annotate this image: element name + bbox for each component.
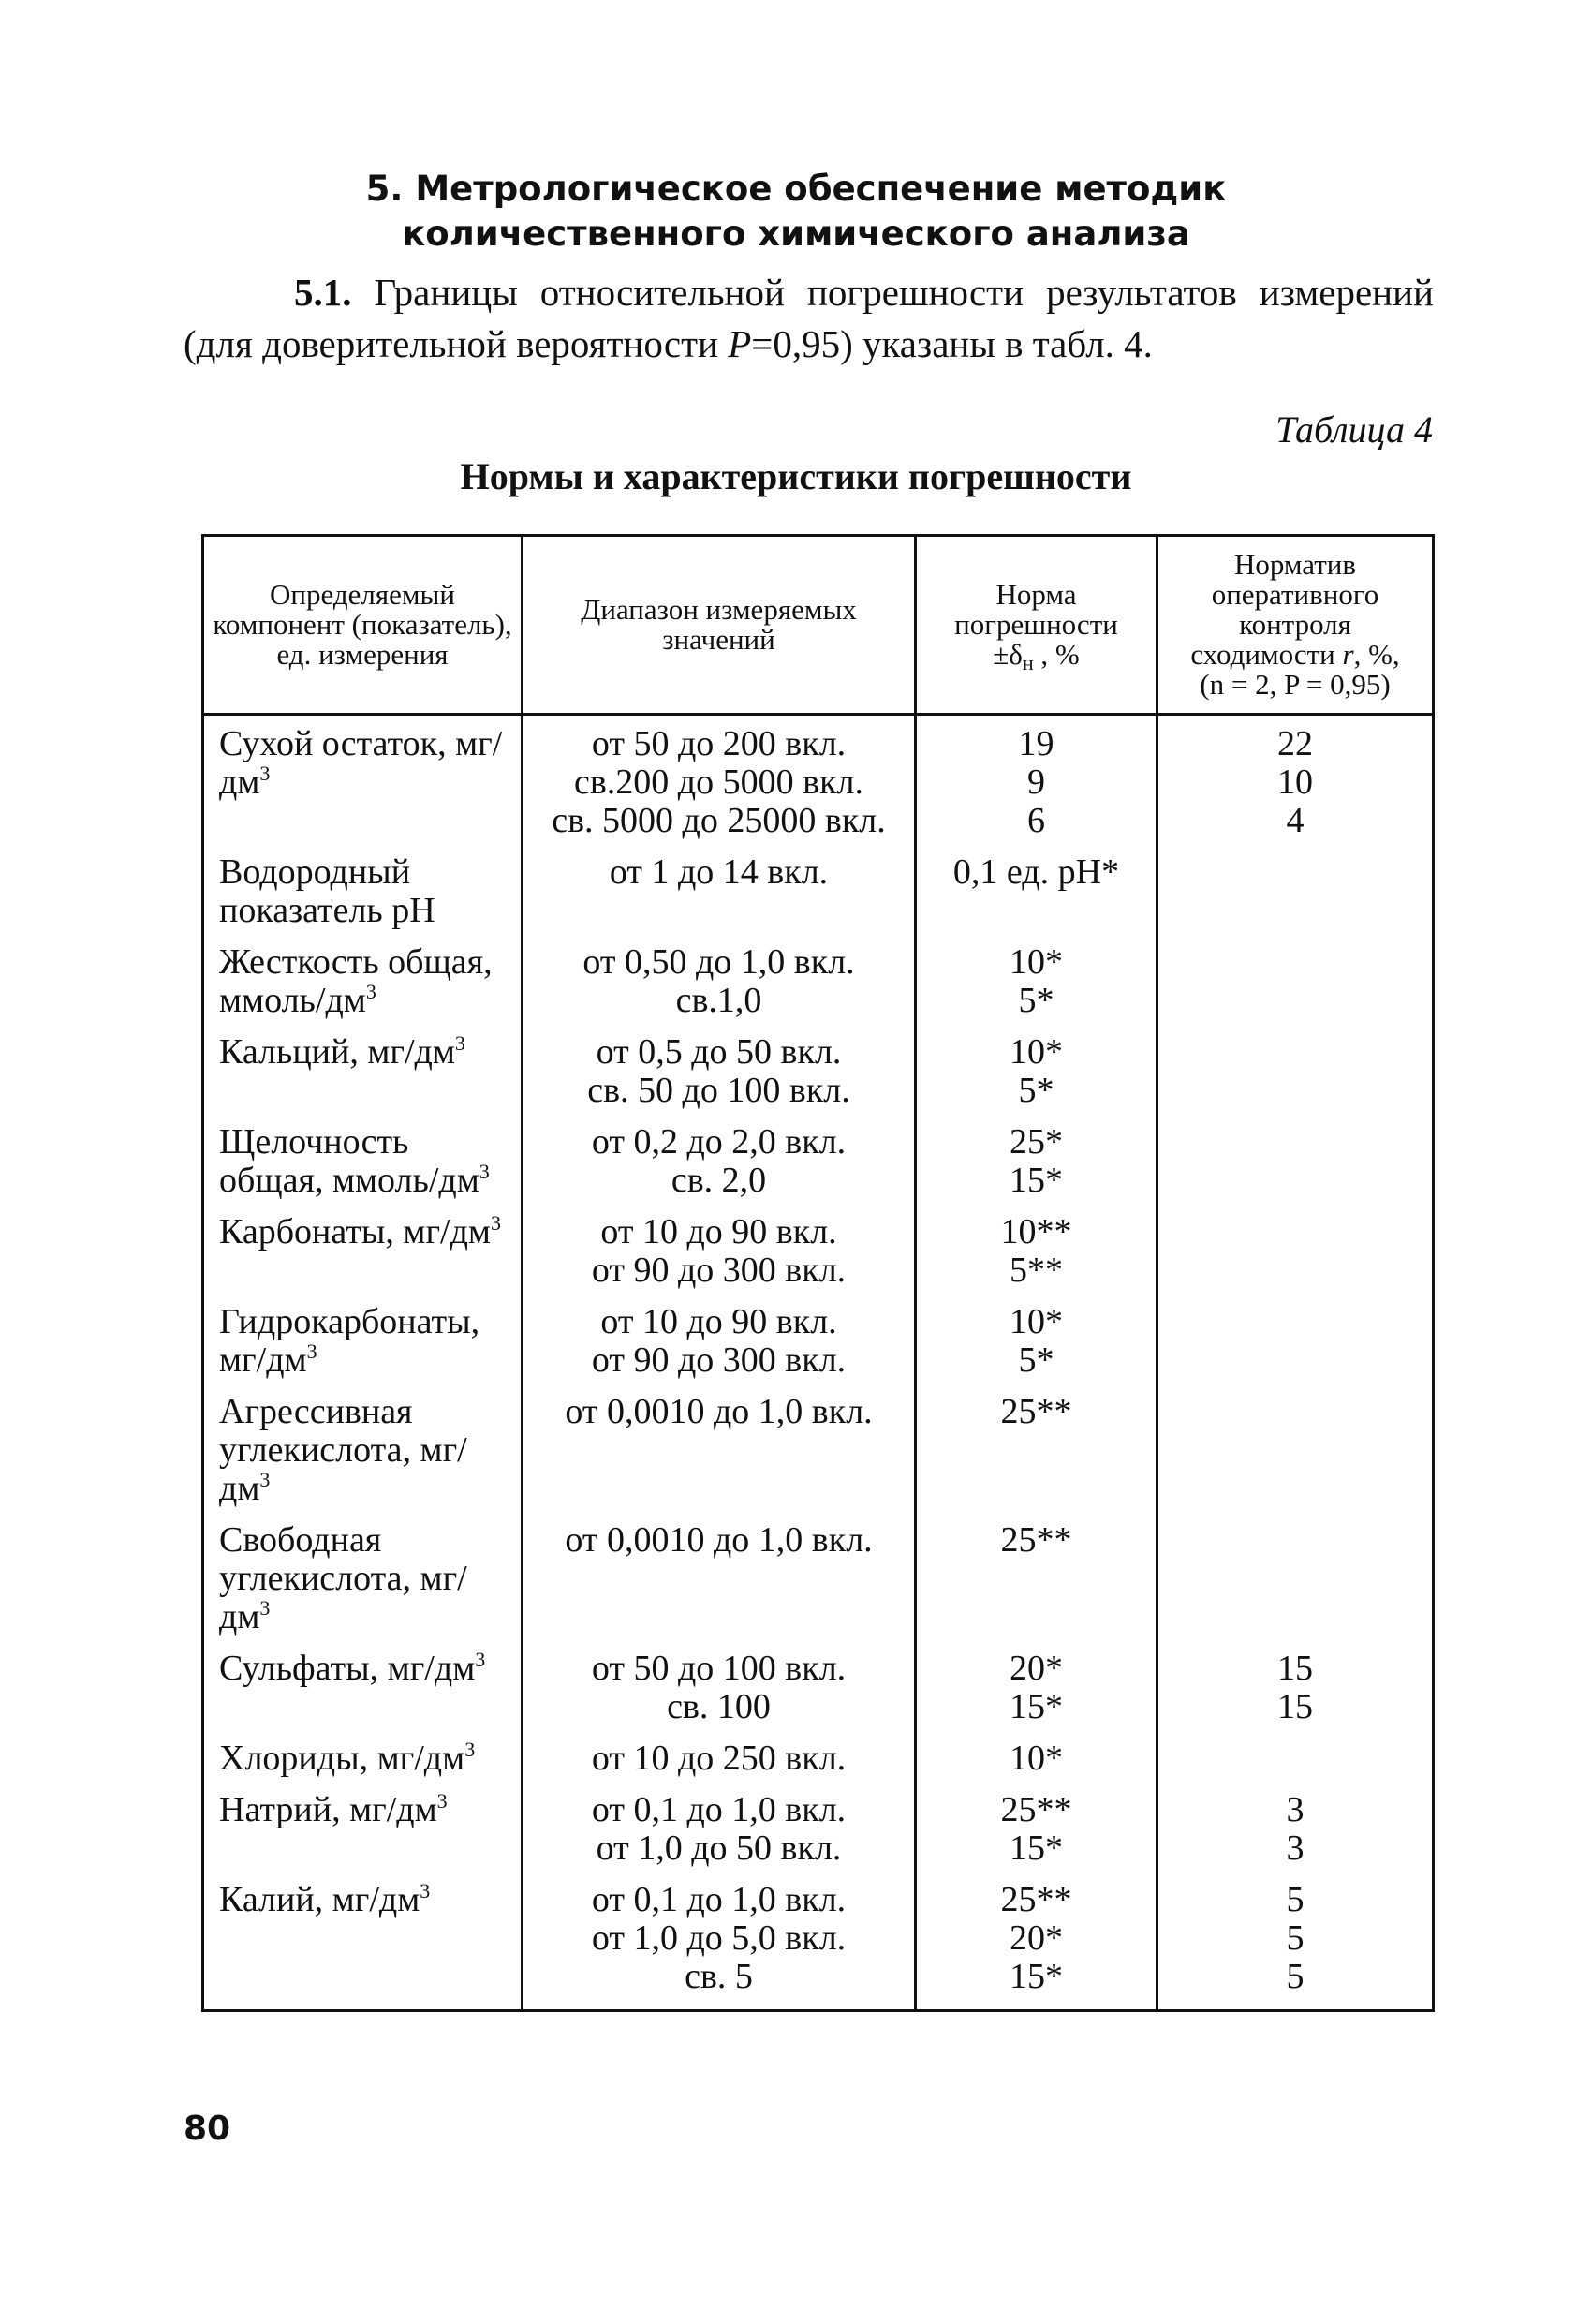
cell-norm bbox=[916, 1739, 1157, 1791]
paragraph-number: 5.1. bbox=[294, 271, 352, 314]
cell-control bbox=[1157, 943, 1434, 1033]
component-text: Щелочность общая, ммоль/дм bbox=[219, 1122, 479, 1200]
unit-superscript: 3 bbox=[454, 1031, 465, 1055]
cell-norm bbox=[916, 1791, 1157, 1881]
unit-superscript: 3 bbox=[365, 980, 376, 1003]
cell-norm bbox=[916, 1123, 1157, 1213]
cell-range bbox=[523, 1123, 916, 1213]
cell-control bbox=[1157, 1393, 1434, 1521]
cell-norm-text: 10** 5** bbox=[1000, 1212, 1072, 1290]
table-row bbox=[203, 1791, 1434, 1881]
cell-range-text: от 0,5 до 50 вкл. св. 50 до 100 вкл. bbox=[587, 1032, 850, 1110]
cell-component bbox=[203, 1303, 523, 1393]
cell-range-text: от 0,0010 до 1,0 вкл. bbox=[565, 1520, 873, 1560]
unit-superscript: 3 bbox=[464, 1738, 476, 1761]
cell-range bbox=[523, 853, 916, 943]
cell-norm-text: 10* 5* bbox=[1010, 1032, 1063, 1110]
cell-norm-text: 10* 5* bbox=[1010, 942, 1063, 1020]
unit-superscript: 3 bbox=[259, 1596, 271, 1620]
section-heading-line-2: количественного химического анализа bbox=[402, 214, 1190, 254]
header-control-tail: , %, bbox=[1353, 638, 1400, 671]
header-range: Диапазон измеряемых значений bbox=[523, 536, 916, 715]
header-norm-subscript: н bbox=[1022, 651, 1034, 674]
table-row bbox=[203, 1303, 1434, 1393]
unit-superscript: 3 bbox=[259, 1468, 271, 1491]
cell-range-text: от 0,2 до 2,0 вкл. св. 2,0 bbox=[591, 1122, 847, 1200]
cell-component bbox=[203, 943, 523, 1033]
cell-range-text: от 1 до 14 вкл. bbox=[609, 852, 829, 892]
cell-norm bbox=[916, 853, 1157, 943]
table-row bbox=[203, 1739, 1434, 1791]
section-heading-line-1: 5. Метрологическое обеспечение методик bbox=[365, 169, 1227, 209]
cell-norm-text: 20* 15* bbox=[1010, 1649, 1063, 1726]
cell-range-text: от 50 до 100 вкл. св. 100 bbox=[591, 1649, 847, 1726]
cell-norm bbox=[916, 1393, 1157, 1521]
cell-norm-text: 0,1 ед. pH* bbox=[952, 852, 1120, 892]
cell-range-text: от 0,0010 до 1,0 вкл. bbox=[565, 1392, 873, 1431]
paragraph-text-after: =0,95) указаны в табл. 4. bbox=[751, 322, 1153, 365]
cell-range bbox=[523, 1393, 916, 1521]
cell-control-text: 5 5 5 bbox=[1286, 1880, 1305, 1996]
table-row bbox=[203, 1881, 1434, 2011]
header-control bbox=[1157, 536, 1434, 715]
cell-control bbox=[1157, 853, 1434, 943]
table-row bbox=[203, 1123, 1434, 1213]
unit-superscript: 3 bbox=[259, 762, 271, 785]
cell-range bbox=[523, 1650, 916, 1739]
cell-component bbox=[203, 1739, 523, 1791]
component-text: Свободная углекислота, мг/дм bbox=[219, 1520, 467, 1636]
cell-range bbox=[523, 1213, 916, 1303]
component-text: Калий, мг/дм bbox=[219, 1880, 420, 1919]
cell-norm-text: 25** 20* 15* bbox=[1000, 1880, 1072, 1996]
cell-control bbox=[1157, 1213, 1434, 1303]
paragraph-p-variable: P bbox=[728, 322, 752, 365]
cell-norm bbox=[916, 1033, 1157, 1123]
cell-control bbox=[1157, 1303, 1434, 1393]
component-text: Гидрокарбонаты, мг/дм bbox=[219, 1302, 480, 1380]
header-control-variable: r bbox=[1342, 638, 1354, 671]
cell-norm bbox=[916, 715, 1157, 854]
header-norm bbox=[916, 536, 1157, 715]
cell-norm-text: 19 9 6 bbox=[1018, 724, 1054, 840]
unit-superscript: 3 bbox=[479, 1160, 490, 1183]
component-text: Карбонаты, мг/дм bbox=[219, 1212, 491, 1251]
paragraph-text-before: Границы относительной погрешности результатов измерений (для доверительной вероятности bbox=[184, 271, 1434, 365]
cell-range bbox=[523, 1739, 916, 1791]
table-title: Нормы и характеристики погрешности bbox=[460, 455, 1132, 497]
component-text: Натрий, мг/дм bbox=[219, 1790, 437, 1829]
cell-component bbox=[203, 1213, 523, 1303]
component-text: Сухой остаток, мг/дм bbox=[219, 724, 503, 802]
table-row bbox=[203, 1033, 1434, 1123]
cell-norm bbox=[916, 1521, 1157, 1650]
component-text: Хлориды, мг/дм bbox=[219, 1739, 465, 1778]
cell-component bbox=[203, 1123, 523, 1213]
cell-component bbox=[203, 853, 523, 943]
component-text: Жесткость общая, ммоль/дм bbox=[219, 942, 493, 1020]
cell-control bbox=[1157, 1739, 1434, 1791]
unit-superscript: 3 bbox=[475, 1648, 486, 1671]
cell-range bbox=[523, 1303, 916, 1393]
cell-range-text: от 0,50 до 1,0 вкл. св.1,0 bbox=[582, 942, 855, 1020]
cell-control bbox=[1157, 1650, 1434, 1739]
cell-norm bbox=[916, 1881, 1157, 2011]
cell-range bbox=[523, 1521, 916, 1650]
cell-norm-text: 25** bbox=[1000, 1520, 1072, 1560]
unit-superscript: 3 bbox=[420, 1879, 431, 1902]
cell-control bbox=[1157, 1033, 1434, 1123]
component-text: Водородный показатель pH bbox=[219, 852, 435, 930]
component-text: Агрессивная углекислота, мг/дм bbox=[219, 1392, 467, 1508]
header-control-line2: (n = 2, P = 0,95) bbox=[1200, 668, 1391, 701]
header-norm-line1: Норма погрешности bbox=[954, 578, 1118, 641]
cell-control bbox=[1157, 715, 1434, 854]
cell-control-text: 22 10 4 bbox=[1277, 724, 1313, 840]
unit-superscript: 3 bbox=[490, 1211, 501, 1235]
cell-norm bbox=[916, 1213, 1157, 1303]
cell-range bbox=[523, 1033, 916, 1123]
section-heading bbox=[197, 167, 1395, 257]
cell-range-text: от 10 до 90 вкл. от 90 до 300 вкл. bbox=[591, 1212, 847, 1290]
cell-range-text: от 10 до 90 вкл. от 90 до 300 вкл. bbox=[591, 1302, 847, 1380]
cell-norm bbox=[916, 1650, 1157, 1739]
cell-norm-text: 10* bbox=[1010, 1739, 1063, 1778]
component-text: Сульфаты, мг/дм bbox=[219, 1649, 476, 1688]
cell-component bbox=[203, 1033, 523, 1123]
cell-range-text: от 10 до 250 вкл. bbox=[591, 1739, 847, 1778]
table-row bbox=[203, 853, 1434, 943]
header-component: Определяемый компонент (показатель), ед. измерения bbox=[203, 536, 523, 715]
cell-component bbox=[203, 1791, 523, 1881]
header-norm-tail: , % bbox=[1033, 638, 1080, 671]
cell-control bbox=[1157, 1123, 1434, 1213]
cell-control bbox=[1157, 1521, 1434, 1650]
table-body bbox=[203, 715, 1434, 2011]
cell-range bbox=[523, 1791, 916, 1881]
cell-component bbox=[203, 1650, 523, 1739]
cell-norm bbox=[916, 943, 1157, 1033]
header-norm-symbol: ±δ bbox=[993, 638, 1023, 671]
cell-component bbox=[203, 1521, 523, 1650]
norms-table bbox=[201, 534, 1435, 2012]
table-row bbox=[203, 1650, 1434, 1739]
table-row bbox=[203, 1213, 1434, 1303]
cell-norm-text: 25** bbox=[1000, 1392, 1072, 1431]
cell-norm-text: 25* 15* bbox=[1010, 1122, 1063, 1200]
cell-range bbox=[523, 943, 916, 1033]
cell-norm-text: 25** 15* bbox=[1000, 1790, 1072, 1868]
table-caption: Таблица 4 bbox=[1275, 408, 1433, 451]
cell-range bbox=[523, 715, 916, 854]
component-text: Кальций, мг/дм bbox=[219, 1032, 455, 1072]
cell-norm bbox=[916, 1303, 1157, 1393]
cell-range-text: от 50 до 200 вкл. св.200 до 5000 вкл. св. 5000 до 25000 вкл. bbox=[552, 724, 886, 840]
cell-control-text: 3 3 bbox=[1286, 1790, 1305, 1868]
unit-superscript: 3 bbox=[306, 1340, 317, 1363]
table-header-row bbox=[203, 536, 1434, 715]
cell-component bbox=[203, 1393, 523, 1521]
table-row bbox=[203, 1521, 1434, 1650]
cell-component bbox=[203, 715, 523, 854]
header-norm-line2 bbox=[922, 638, 1150, 674]
paragraph-5-1 bbox=[184, 267, 1434, 370]
cell-range-text: от 0,1 до 1,0 вкл. от 1,0 до 50 вкл. bbox=[591, 1790, 847, 1868]
cell-control bbox=[1157, 1881, 1434, 2011]
header-control-line1: Норматив оперативного контроля сходимости bbox=[1190, 548, 1379, 671]
cell-component bbox=[203, 1881, 523, 2011]
table-row bbox=[203, 1393, 1434, 1521]
table-row bbox=[203, 943, 1434, 1033]
unit-superscript: 3 bbox=[436, 1789, 448, 1813]
cell-range-text: от 0,1 до 1,0 вкл. от 1,0 до 5,0 вкл. св. 5 bbox=[591, 1880, 847, 1996]
cell-control bbox=[1157, 1791, 1434, 1881]
cell-norm-text: 10* 5* bbox=[1010, 1302, 1063, 1380]
cell-range bbox=[523, 1881, 916, 2011]
cell-control-text: 15 15 bbox=[1277, 1649, 1313, 1726]
page-number: 80 bbox=[184, 2109, 231, 2148]
table-row bbox=[203, 715, 1434, 854]
